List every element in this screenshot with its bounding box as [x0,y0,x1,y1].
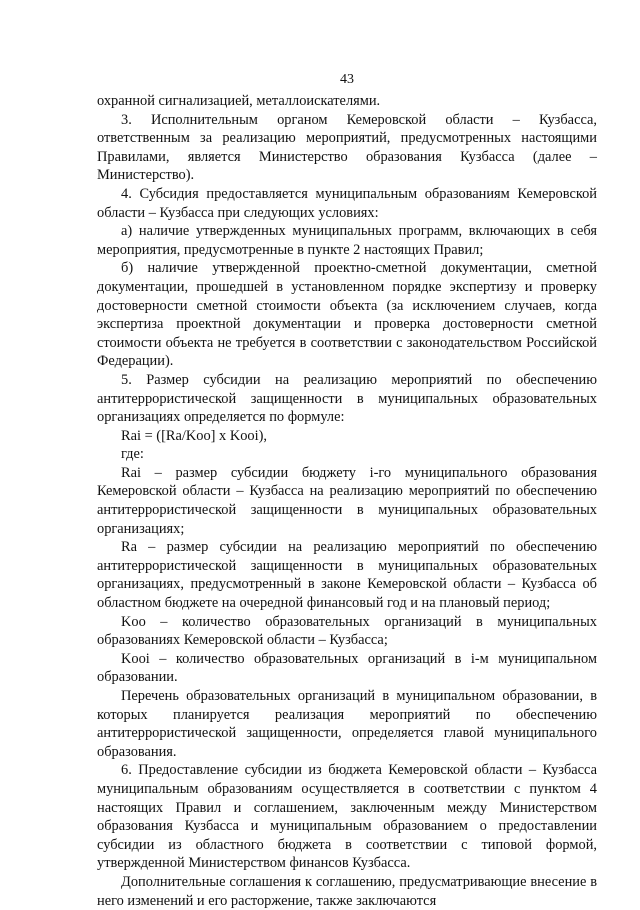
paragraph-subitem-b: б) наличие утвержденной проектно-сметной документации, сметной документации, прошедшей в установленном порядке экспертизу и проверку достоверности сметной стоимости объекта (за исключением случаев, когда экспертиза проектной документации и проверка достоверности сметной стоимости объекта не требуется в соответствии с законодательством Российской Федерации). [97,260,597,370]
paragraph-item-5: 5. Размер субсидии на реализацию мероприятий по обеспечению антитеррористической защищенности в муниципальных образовательных организациях определяется по формуле: [97,371,597,426]
paragraph-additional-agreements: Дополнительные соглашения к соглашению, предусматривающие внесение в него изменений и его расторжение, также заключаются [97,873,597,909]
formula-where: где: [121,446,144,463]
page-number: 43 [340,72,354,87]
paragraph-list-of-organizations: Перечень образовательных организаций в муниципальном образовании, в которых планируется реализация мероприятий по обеспечению антитеррористической защищенности, определяется главой муниципального образования. [97,688,597,760]
paragraph-item-6: 6. Предоставление субсидии из бюджета Кемеровской области – Кузбасса муниципальным образованиям осуществляется в соответствии с пунктом 4 настоящих Правил и соглашением, заключенным между Министерством образования Кузбасса и муниципальным образованием о предоставлении субсидии из областного бюджета в соответствии с типовой формой, утвержденной Министерством финансов Кузбасса. [97,762,597,872]
paragraph-item-3: 3. Исполнительным органом Кемеровской области – Кузбасса, ответственным за реализацию мероприятий, предусмотренных настоящими Правилами, является Министерство образования Кузбасса (далее – Министерство). [97,111,597,184]
definition-koo: Koo – количество образовательных организаций в муниципальных образованиях Кемеровской области – Кузбасса; [97,613,597,649]
formula: Rai = ([Ra/Koo] x Kooi), [121,427,268,444]
document-page [97,72,597,910]
definition-kooi: Kooi – количество образовательных организаций в i-м муниципальном образовании. [97,650,597,686]
paragraph-item-4: 4. Субсидия предоставляется муниципальным образованиям Кемеровской области – Кузбасса при следующих условиях: [97,185,597,221]
paragraph-continuation: охранной сигнализацией, металлоискателями. [97,93,381,109]
paragraph-subitem-a: а) наличие утвержденных муниципальных программ, включающих в себя мероприятия, предусмотренные в пункте 2 настоящих Правил; [97,223,597,258]
definition-ra: Ra – размер субсидии на реализацию мероприятий по обеспечению антитеррористической защищенности в муниципальных образовательных организациях, предусмотренный в законе Кемеровской области – Кузбасса об областном бюджете на очередной финансовый год и на плановый период; [97,539,597,612]
definition-rai: Rai – размер субсидии бюджету i-го муниципального образования Кемеровской области – Кузбасса на реализацию мероприятий по обеспечению антитеррористической защищенности в муниципальных образовательных организациях; [97,464,597,537]
